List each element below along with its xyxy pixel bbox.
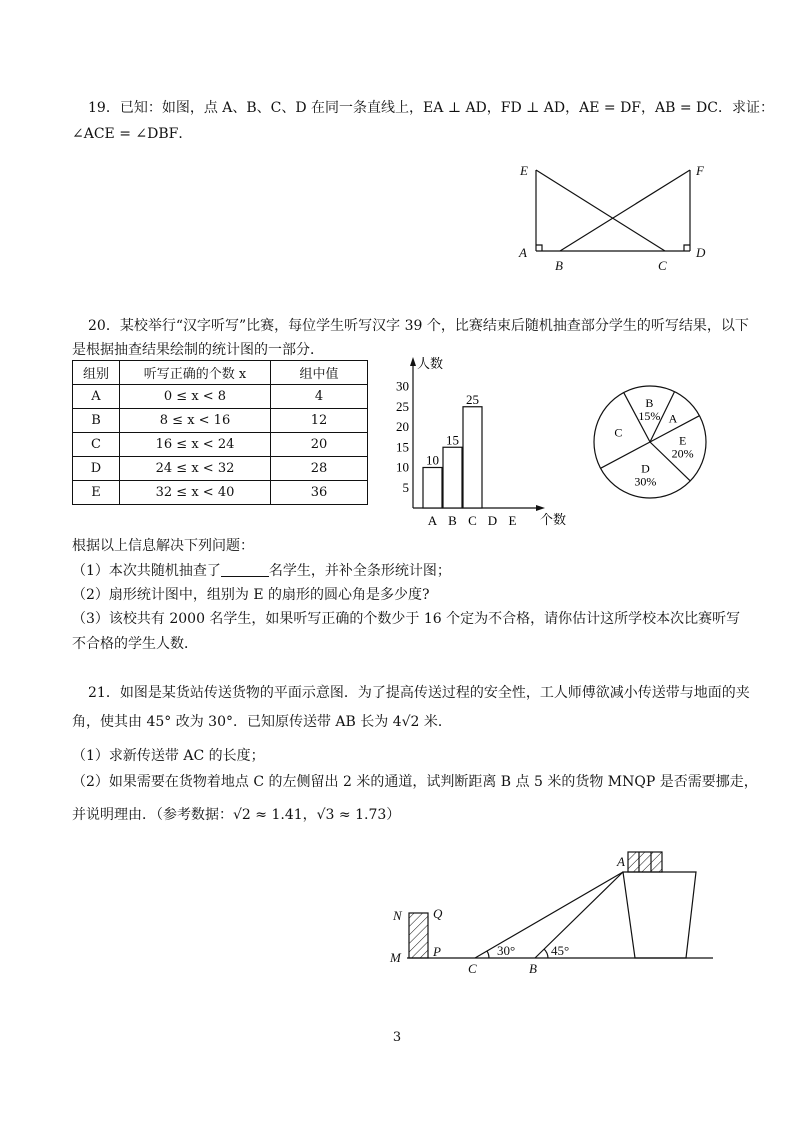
q20-sub1-text: （1）本次共随机抽查了 <box>72 563 221 579</box>
x-tick-label: D <box>487 513 498 528</box>
label-A: A <box>617 854 625 869</box>
q21-sub2: （2）如果需要在货物着地点 C 的左侧留出 2 米的通道，试判断距离 B 点 5 米的货物 MNQP 是否需要挪走， <box>72 774 758 790</box>
q20-line1: 20．某校举行“汉字听写”比赛，每位学生听写汉字 39 个，比赛结束后随机抽查部分学生的听写结果，以下 <box>88 318 749 334</box>
table-cell: A <box>73 385 120 409</box>
label-C: C <box>468 961 477 976</box>
table-header: 组中值 <box>271 361 368 385</box>
angle-45-label: 45° <box>551 943 570 958</box>
label-D: D <box>696 245 706 260</box>
q21-sub1: （1）求新传送带 AC 的长度； <box>72 748 265 764</box>
table-cell: 8 ≤ x < 16 <box>120 409 271 433</box>
pie-slice-percent-E: 20% <box>671 446 694 461</box>
label-B: B <box>555 258 563 273</box>
y-tick-label: 5 <box>402 479 409 495</box>
table-cell: 12 <box>271 409 368 433</box>
table-cell: 4 <box>271 385 368 409</box>
q20-line2: 是根据抽查结果绘制的统计图的一部分． <box>72 342 324 358</box>
table-row <box>73 433 368 457</box>
q19-line2: ∠ACE = ∠DBF． <box>72 126 193 142</box>
y-tick-label: 30 <box>396 378 409 394</box>
x-tick-label: C <box>468 513 477 528</box>
table-cell: 28 <box>271 457 368 481</box>
q21-line1: 21．如图是某货站传送货物的平面示意图．为了提高传送过程的安全性，工人师傅欲减小传送带与地面的夹 <box>88 685 750 701</box>
q20-intro: 根据以上信息解决下列问题： <box>72 538 254 554</box>
q20-sub2: （2）扇形统计图中，组别为 E 的扇形的圆心角是多少度? <box>72 587 430 603</box>
y-tick-label: 25 <box>396 398 409 414</box>
pie-slice-label-D: D <box>641 461 650 476</box>
q21-line2: 角，使其由 45° 改为 30°．已知原传送带 AB 长为 4√2 米． <box>72 714 452 730</box>
table-cell: 32 ≤ x < 40 <box>120 481 271 505</box>
page-number: 3 <box>392 1030 402 1045</box>
q20-sub1-text2: 名学生，并补全条形统计图； <box>268 563 451 579</box>
y-tick-label: 10 <box>396 459 409 475</box>
x-axis-label: 个数 <box>540 512 567 527</box>
label-P: P <box>433 944 441 959</box>
x-tick-label: E <box>508 513 517 528</box>
bar-C <box>463 407 482 508</box>
label-M: M <box>390 950 401 965</box>
y-tick-label: 15 <box>396 439 409 455</box>
q21-conveyor-figure <box>385 840 720 990</box>
table-cell: 20 <box>271 433 368 457</box>
table-header-row <box>73 361 368 385</box>
table-cell: B <box>73 409 120 433</box>
table-row <box>73 409 368 433</box>
table-cell: 36 <box>271 481 368 505</box>
bar-data-label: 25 <box>466 391 479 407</box>
label-N: N <box>393 908 402 923</box>
y-axis-arrow <box>410 357 416 366</box>
score-group-table <box>72 360 368 505</box>
q20-sub1 <box>72 561 451 581</box>
table-cell: 24 ≤ x < 32 <box>120 457 271 481</box>
label-B: B <box>529 961 537 976</box>
angle-30-label: 30° <box>497 943 516 958</box>
label-E: E <box>520 163 528 178</box>
bar-A <box>423 468 442 509</box>
table-row <box>73 385 368 409</box>
table-cell: 0 ≤ x < 8 <box>120 385 271 409</box>
q19-figure <box>510 158 720 276</box>
table-header: 听写正确的个数 x <box>120 361 271 385</box>
q21-sub3: 并说明理由．（参考数据：√2 ≈ 1.41，√3 ≈ 1.73） <box>72 807 401 823</box>
pie-slice-percent-D: 30% <box>634 474 657 489</box>
bar-chart <box>370 352 580 532</box>
bar-B <box>443 447 462 508</box>
label-Q: Q <box>433 906 443 921</box>
y-tick-label: 20 <box>396 419 409 434</box>
pie-slice-label-C: C <box>614 425 623 440</box>
x-axis-arrow <box>536 505 545 511</box>
pie-slice-label-E: E <box>679 433 687 448</box>
pie-slice-label-A: A <box>668 411 678 426</box>
y-axis-label: 人数 <box>417 356 444 371</box>
x-tick-label: A <box>427 513 438 528</box>
label-C: C <box>658 258 667 273</box>
table-cell: D <box>73 457 120 481</box>
x-tick-label: B <box>448 513 457 528</box>
table-row <box>73 481 368 505</box>
label-F: F <box>696 163 704 178</box>
q19-line1: 19．已知：如图，点 A、B、C、D 在同一条直线上，EA ⊥ AD，FD ⊥ AD，AE = DF，AB = DC．求证： <box>88 100 774 116</box>
q20-sub3a: （3）该校共有 2000 名学生，如果听写正确的个数少于 16 个定为不合格，请你估计这所学校本次比赛听写 <box>72 611 741 627</box>
table-row <box>73 457 368 481</box>
pie-slice-percent-B: 15% <box>638 409 661 424</box>
answer-blank[interactable] <box>221 562 269 577</box>
bar-data-label: 10 <box>426 452 439 468</box>
pie-slice-label-B: B <box>645 396 654 411</box>
bar-data-label: 15 <box>446 432 459 448</box>
table-header: 组别 <box>73 361 120 385</box>
table-cell: 16 ≤ x < 24 <box>120 433 271 457</box>
pie-chart <box>588 380 712 504</box>
table-cell: C <box>73 433 120 457</box>
table-cell: E <box>73 481 120 505</box>
q20-sub3b: 不合格的学生人数． <box>72 636 198 652</box>
label-A: A <box>519 245 527 260</box>
